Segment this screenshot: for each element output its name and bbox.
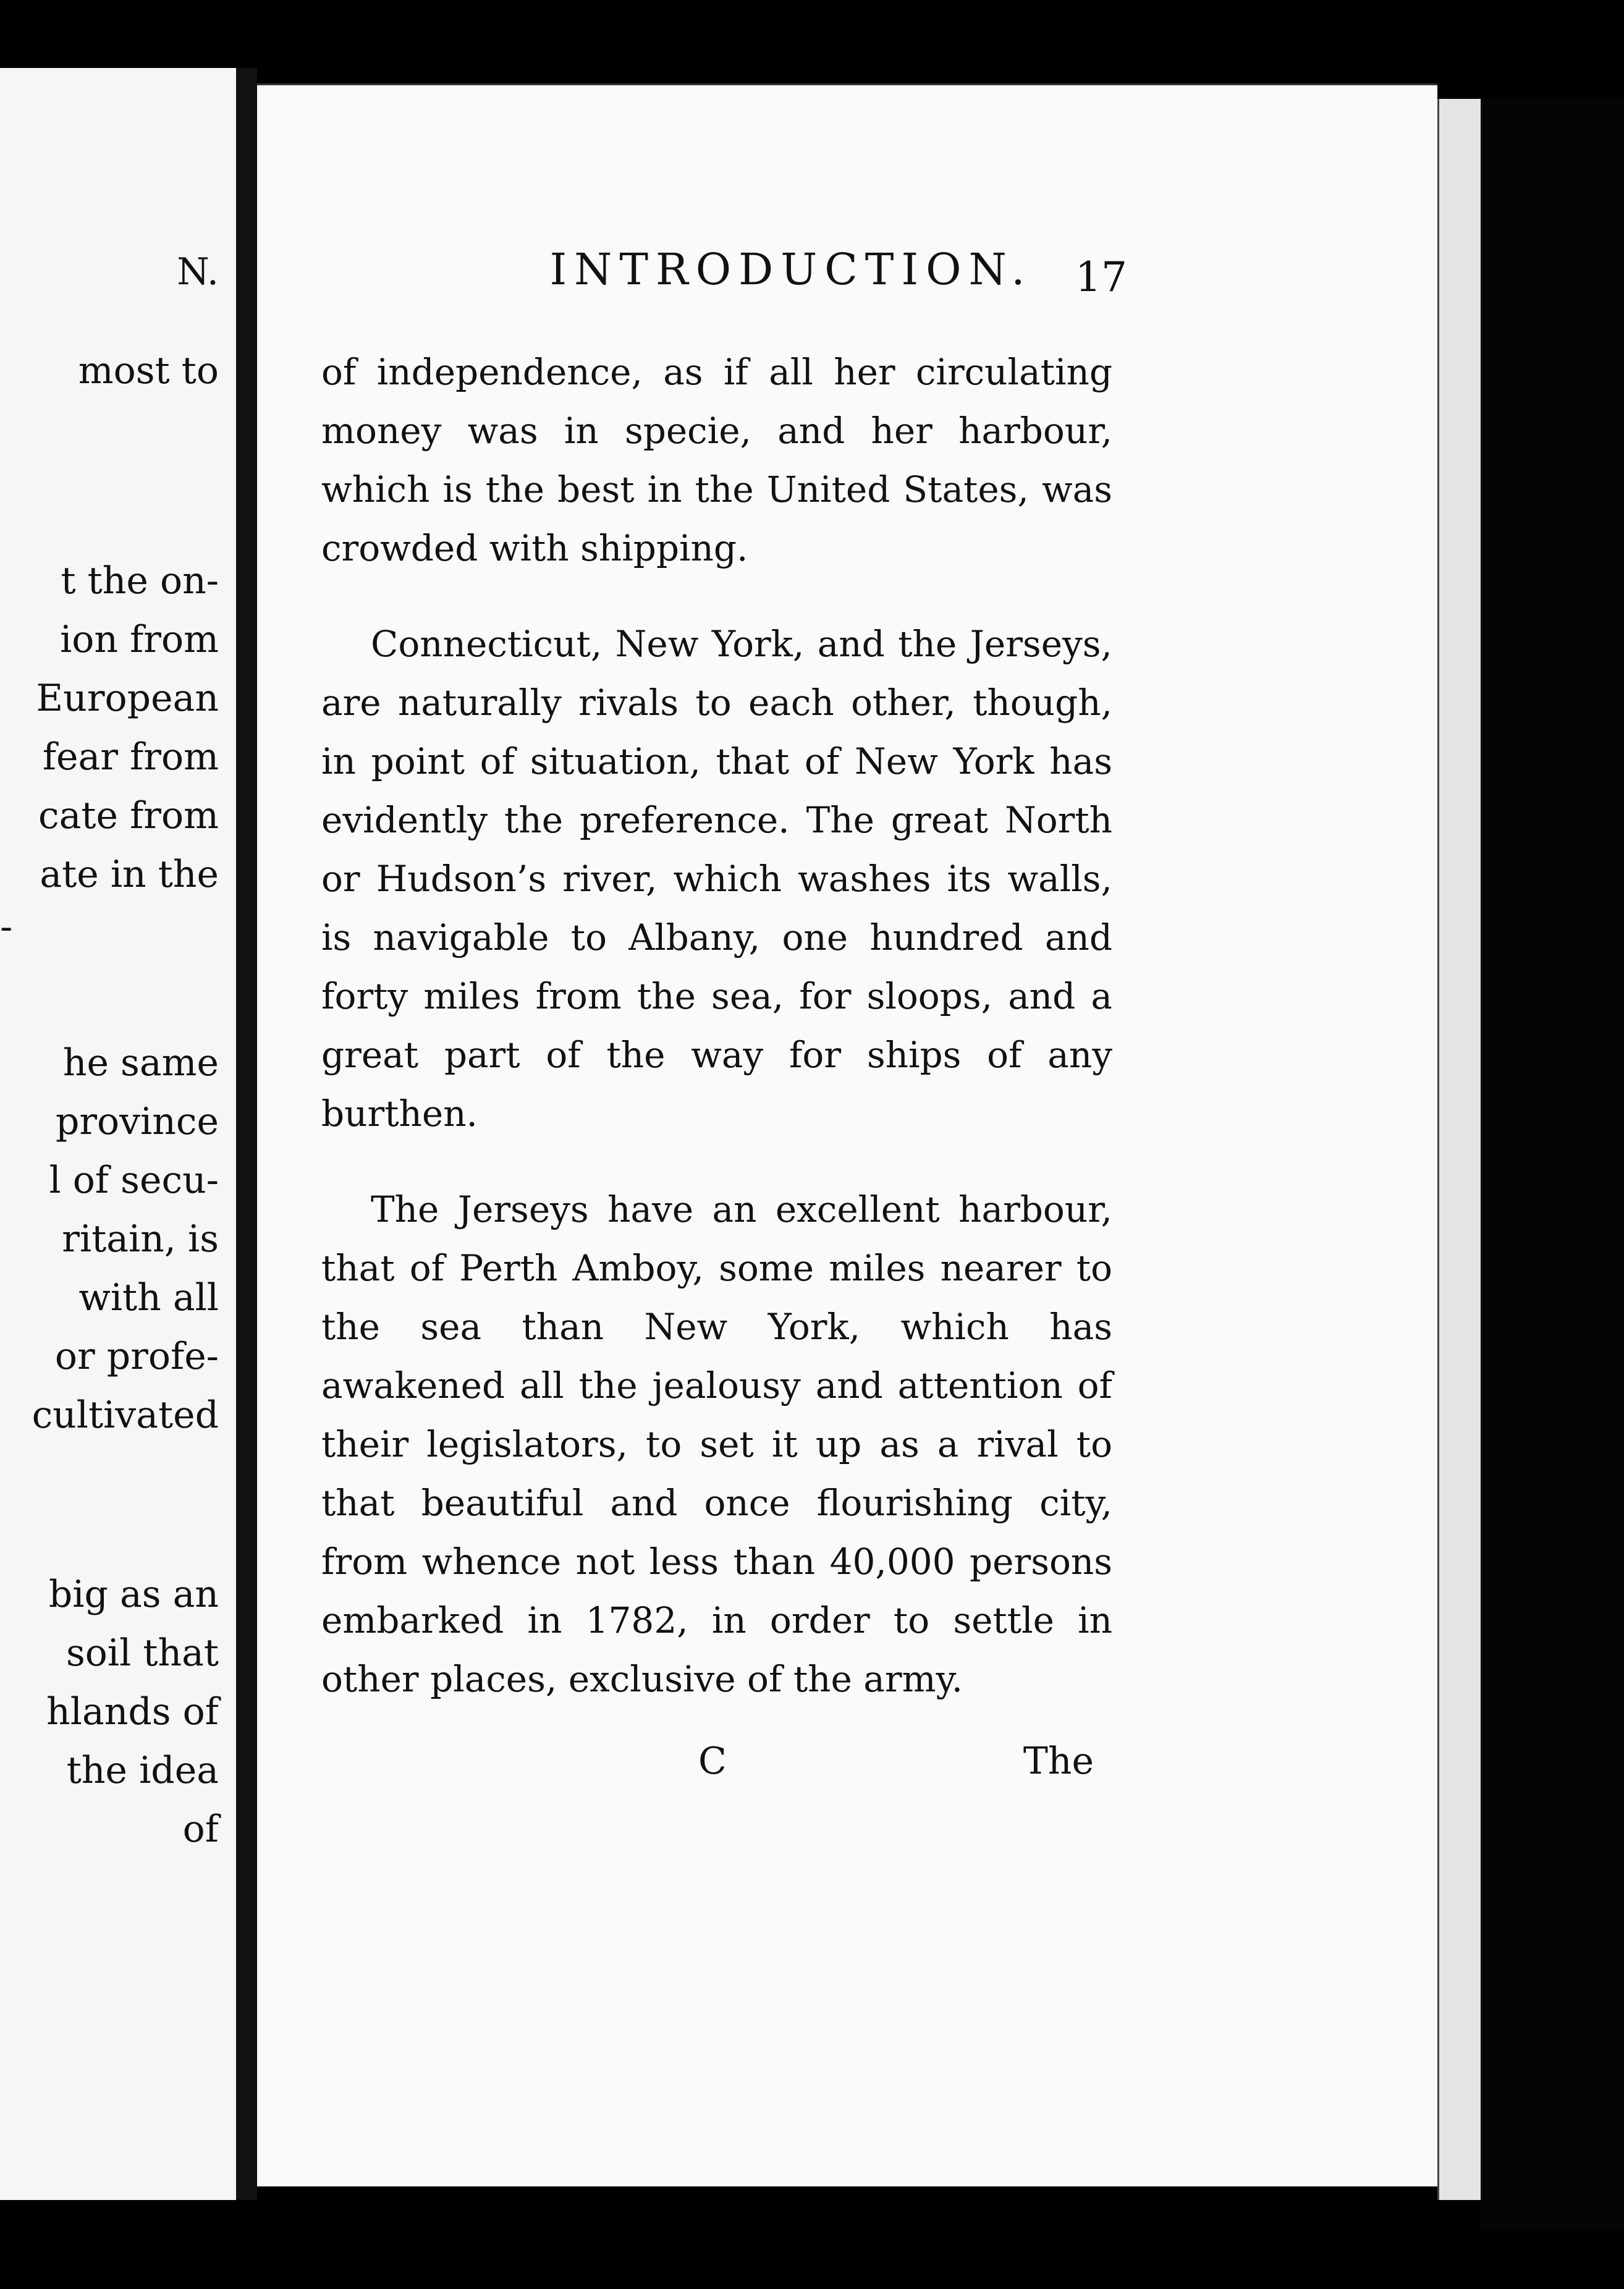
facing-page-fragment: big as an <box>48 1573 219 1616</box>
facing-page-fragment: cate from <box>38 794 219 837</box>
facing-page-fragment: of <box>182 1808 219 1851</box>
facing-page-fragment: ate in the <box>40 853 219 896</box>
facing-page-fragment: N. <box>177 250 219 294</box>
facing-page-fragment: or profe- <box>54 1335 219 1378</box>
scan-border <box>1481 99 1624 2231</box>
catchword: The <box>1023 1740 1094 1783</box>
facing-page-fragment: cultivated <box>32 1394 219 1437</box>
facing-page-fragment: province <box>55 1100 219 1143</box>
page-edges <box>1437 99 1482 2200</box>
facing-page-fragment: ion from <box>60 618 219 661</box>
book-gutter <box>236 68 257 2200</box>
facing-page-fragment: ritain, is <box>62 1217 219 1261</box>
facing-page-fragment: most to <box>78 349 219 392</box>
facing-page-fragment: hlands of <box>46 1690 219 1733</box>
facing-page-fragment: - <box>0 905 13 949</box>
running-head: INTRODUCTION. <box>549 244 1033 295</box>
facing-page-fragment: the idea <box>66 1749 219 1792</box>
facing-page-fragment: t the on- <box>61 559 219 603</box>
paragraph: of independence, as if all her circulating money was in specie, and her harbour, which is the best in the United States, was crowded with shipping. <box>321 351 1112 569</box>
page-body <box>321 343 1112 1709</box>
signature-mark: C <box>698 1740 727 1783</box>
facing-page-fragment: fear from <box>42 735 219 779</box>
paragraph: Connecticut, New York, and the Jerseys, are naturally rivals to each other, though, in point of situation, that of New York has evidently the preference. The great North or Hudson’s river, which washes its walls, is navigable to Albany, one hundred and forty miles from the sea, for sloops, and a great part of the way for ships of any burthen. <box>321 623 1112 1135</box>
page-footer <box>321 1740 1094 1789</box>
facing-page-fragment: European <box>36 677 219 720</box>
facing-page <box>0 68 239 2200</box>
page-number: 17 <box>1075 253 1127 301</box>
facing-page-fragment: with all <box>78 1276 219 1319</box>
paragraph: The Jerseys have an excellent harbour, that of Perth Amboy, some miles nearer to the sea than New York, which has awakened all the jealousy and attention of their legislators, to set it up as a rival to that beautiful and once flourishing city, from whence not less than 40,000 persons embarked in 1782, in order to settle in other places, exclusive of the army. <box>321 1188 1112 1700</box>
facing-page-fragment: soil that <box>66 1631 219 1675</box>
facing-page-fragment: l of secu- <box>49 1159 219 1202</box>
facing-page-fragment: he same <box>62 1041 219 1085</box>
